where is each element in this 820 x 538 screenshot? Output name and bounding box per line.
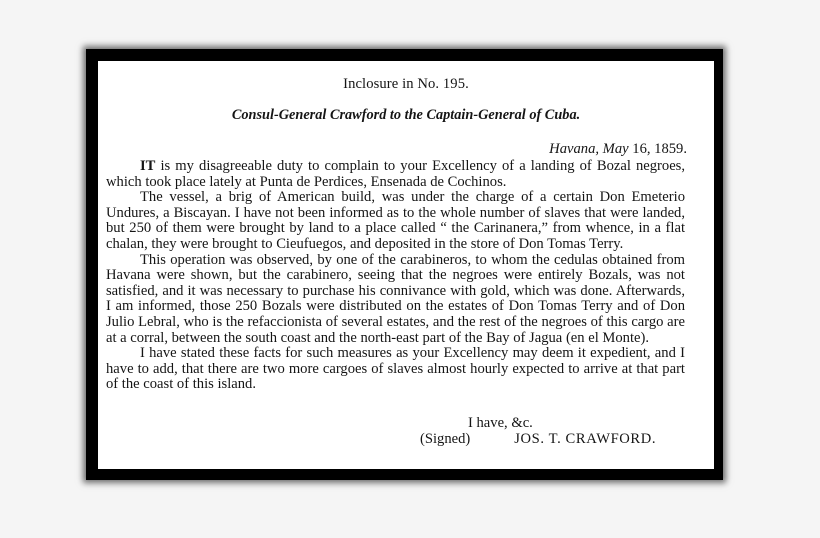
letter-body (106, 159, 685, 393)
signature-line (420, 432, 656, 448)
paragraph-1 (106, 159, 685, 190)
document-page (98, 61, 714, 469)
dateline-place: Havana, May (549, 141, 629, 157)
paragraph-text: I have stated these facts for such measures as your Excellency may deem it expedient, and I have to add, that there are two more cargoes of slaves almost hourly expected to arrive at that part of the coast of this island. (106, 345, 685, 393)
signatory-name: JOS. T. CRAWFORD. (514, 431, 657, 447)
paragraph-text: The vessel, a brig of American build, was under the charge of a certain Don Emeterio Undures, a Biscayan. I have not been informed as to the whole number of slaves that were landed, but 250 of them were brought by land to a place called “ the Carinanera,” from whence, in a flat chalan, they were brought to Cieufuegos, and deposited in the store of Don Tomas Terry. (106, 189, 685, 252)
paragraph-text: This operation was observed, by one of the carabineros, to whom the cedulas obtained from Havana were shown, but the carabinero, seeing that the negroes were entirely Bozals, was not satisfied, and it was necessary to purchase his connivance with gold, which was done. Afterwards, I am informed, those 250 Bozals were distributed on the estates of Don Tomas Terry and of Don Julio Lebral, who is the refaccionista of several estates, and the rest of the negroes of this cargo are at a corral, between the south coast and the north-east part of the Bay of Jagua (en el Monte). (106, 251, 685, 346)
paragraph-2 (106, 190, 685, 252)
paragraph-lead: IT (140, 158, 156, 174)
paragraph-4 (106, 346, 685, 393)
document-heading: Inclosure in No. 195. (343, 76, 469, 92)
dateline (549, 142, 687, 158)
document-subheading: Consul-General Crawford to the Captain-General of Cuba. (231, 107, 581, 123)
picture-frame (86, 49, 723, 480)
paragraph-3 (106, 253, 685, 347)
dateline-date: 16, 1859. (632, 141, 687, 157)
signed-label: (Signed) (420, 431, 471, 447)
paragraph-text: is my disagreeable duty to complain to your Excellency of a landing of Bozal negroes, which took place lately at Punta de Perdices, Ensenada de Cochinos. (106, 158, 685, 190)
closing-line: I have, &c. (468, 415, 533, 431)
